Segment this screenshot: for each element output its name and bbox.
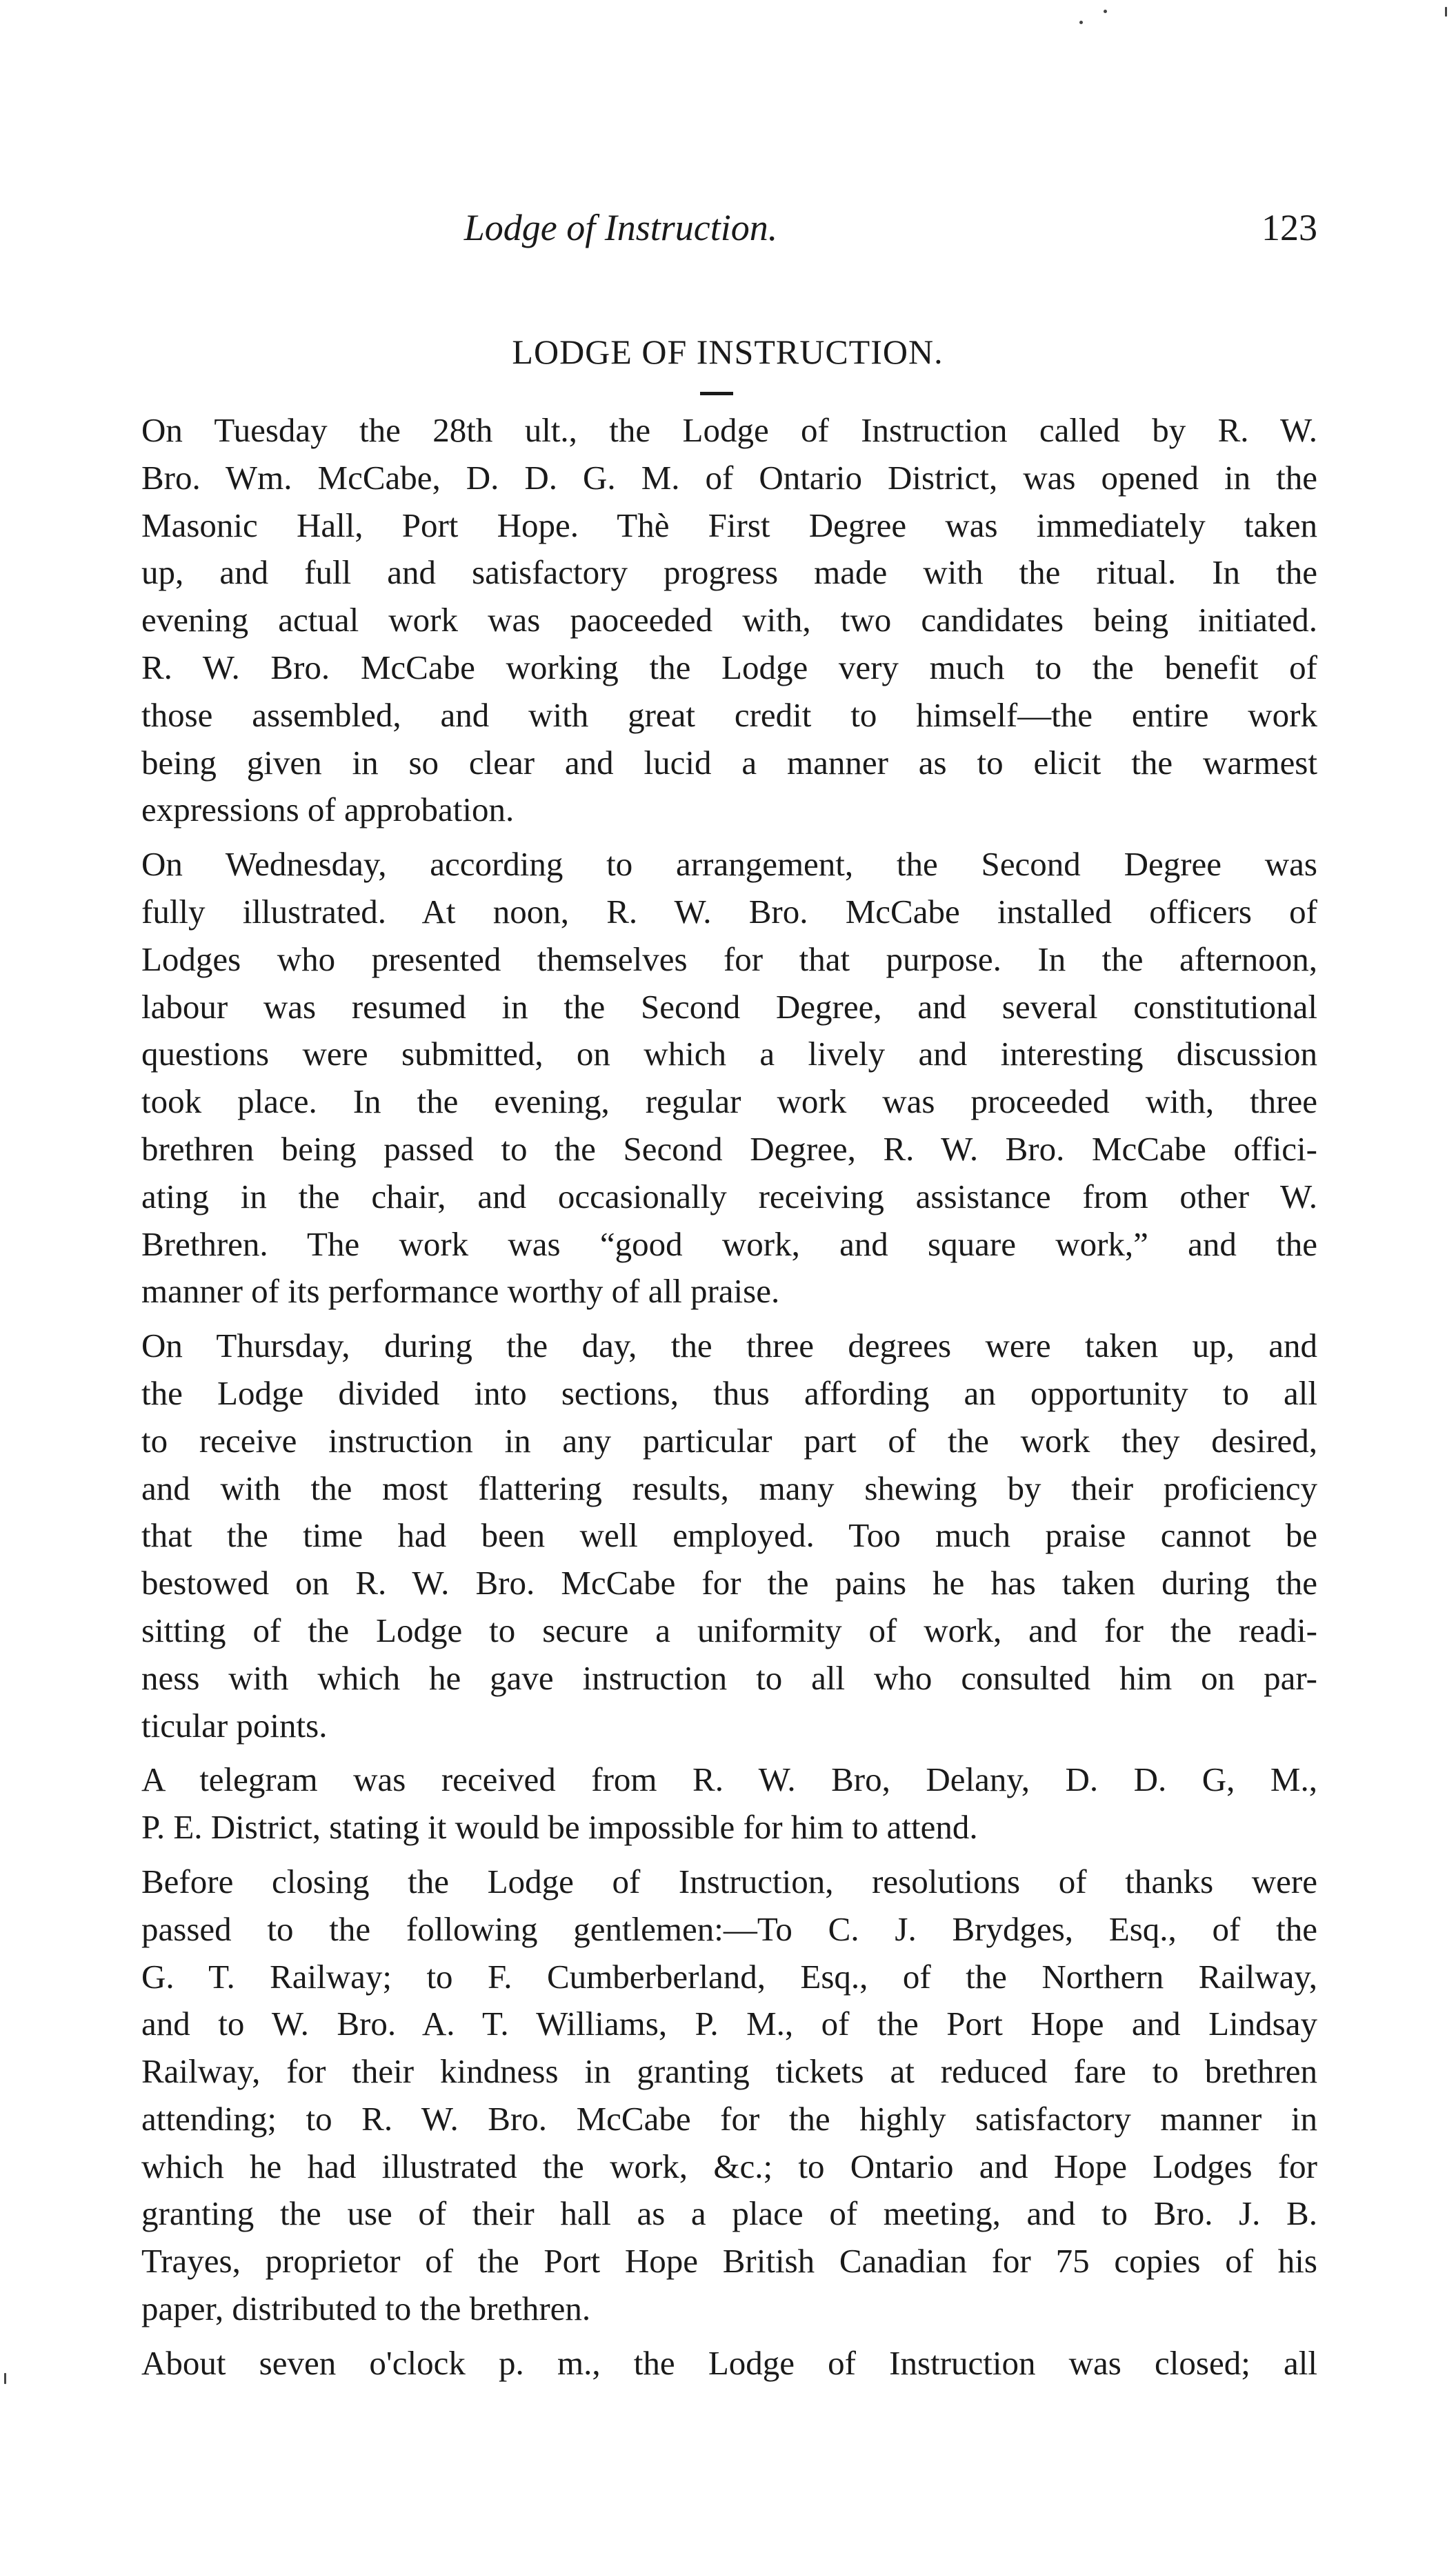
text-line: took place. In the evening, regular work was proceeded with, three [141, 1082, 1317, 1121]
text-line: R. W. Bro. McCabe working the Lodge very much to the benefit of [141, 648, 1317, 686]
text-line: ating in the chair, and occasionally receiving assistance from other W. [141, 1177, 1317, 1215]
text-line: On Tuesday the 28th ult., the Lodge of Instruction called by R. W. [141, 411, 1317, 449]
text-line: ticular points. [141, 1706, 328, 1745]
text-line: questions were submitted, on which a lively and interesting discussion [141, 1035, 1317, 1073]
text-line: brethren being passed to the Second Degree, R. W. Bro. McCabe offici- [141, 1129, 1317, 1168]
paragraph [141, 841, 1317, 1315]
print-speck [4, 2373, 6, 2384]
text-line: and with the most flattering results, many shewing by their proficiency [141, 1469, 1317, 1507]
paragraph [141, 1322, 1317, 1749]
print-speck [1445, 7, 1447, 17]
text-line: Brethren. The work was “good work, and square work,” and the [141, 1224, 1317, 1263]
article-title: LODGE OF INSTRUCTION. [512, 332, 944, 371]
article-body [141, 407, 1317, 2394]
text-line: On Thursday, during the day, the three degrees were taken up, and [141, 1327, 1317, 1365]
text-line: About seven o'clock p. m., the Lodge of Instruction was closed; all [141, 2343, 1317, 2382]
text-line: Lodges who presented themselves for that purpose. In the afternoon, [141, 940, 1317, 978]
text-line: evening actual work was paoceeded with, two candidates being initiated. [141, 601, 1317, 639]
paragraph [141, 1756, 1317, 1851]
text-line: being given in so clear and lucid a manner as to elicit the warmest [141, 743, 1317, 782]
text-line: passed to the following gentlemen:—To C. J. Brydges, Esq., of the [141, 1909, 1317, 1948]
text-line: and to W. Bro. A. T. Williams, P. M., of the Port Hope and Lindsay [141, 2005, 1317, 2043]
text-line: which he had illustrated the work, &c.; to Ontario and Hope Lodges for [141, 2147, 1317, 2185]
text-line: expressions of approbation. [141, 791, 515, 829]
title-rule [700, 392, 733, 395]
text-line: Railway, for their kindness in granting tickets at reduced fare to brethren [141, 2052, 1317, 2091]
text-line: P. E. District, stating it would be impossible for him to attend. [141, 1808, 978, 1847]
text-line: Before closing the Lodge of Instruction, resolutions of thanks were [141, 1862, 1317, 1900]
text-line: Masonic Hall, Port Hope. Thè First Degree was immediately taken [141, 506, 1317, 544]
paragraph [141, 2340, 1317, 2387]
text-line: that the time had been well employed. Too much praise cannot be [141, 1516, 1317, 1555]
text-line: sitting of the Lodge to secure a uniformity of work, and for the readi- [141, 1611, 1317, 1649]
text-line: A telegram was received from R. W. Bro, Delany, D. D. G, M., [141, 1760, 1317, 1799]
text-line: manner of its performance worthy of all praise. [141, 1272, 780, 1311]
running-head [103, 207, 1317, 248]
text-line: Trayes, proprietor of the Port Hope British Canadian for 75 copies of his [141, 2242, 1317, 2281]
text-line: fully illustrated. At noon, R. W. Bro. McCabe installed officers of [141, 892, 1317, 931]
text-line: granting the use of their hall as a place of meeting, and to Bro. J. B. [141, 2194, 1317, 2233]
text-line: those assembled, and with great credit to himself—the entire work [141, 695, 1317, 734]
text-line: Bro. Wm. McCabe, D. D. G. M. of Ontario District, was opened in the [141, 458, 1317, 497]
page-number: 123 [1261, 207, 1317, 248]
text-line: the Lodge divided into sections, thus affording an opportunity to all [141, 1373, 1317, 1412]
text-line: paper, distributed to the brethren. [141, 2290, 591, 2328]
text-line: labour was resumed in the Second Degree, and several constitutional [141, 987, 1317, 1026]
text-line: up, and full and satisfactory progress made with the ritual. In the [141, 553, 1317, 592]
text-line: bestowed on R. W. Bro. McCabe for the pains he has taken during the [141, 1564, 1317, 1602]
paragraph [141, 1858, 1317, 2333]
text-line: to receive instruction in any particular part of the work they desired, [141, 1421, 1317, 1460]
text-line: attending; to R. W. Bro. McCabe for the highly satisfactory manner in [141, 2099, 1317, 2138]
print-speck [1079, 21, 1083, 24]
print-speck [1104, 10, 1107, 13]
text-line: ness with which he gave instruction to all who consulted him on par- [141, 1658, 1317, 1697]
running-title: Lodge of Instruction. [463, 207, 778, 248]
text-line: On Wednesday, according to arrangement, the Second Degree was [141, 845, 1317, 884]
text-line: G. T. Railway; to F. Cumberberland, Esq., of the Northern Railway, [141, 1957, 1317, 1996]
paragraph [141, 407, 1317, 834]
